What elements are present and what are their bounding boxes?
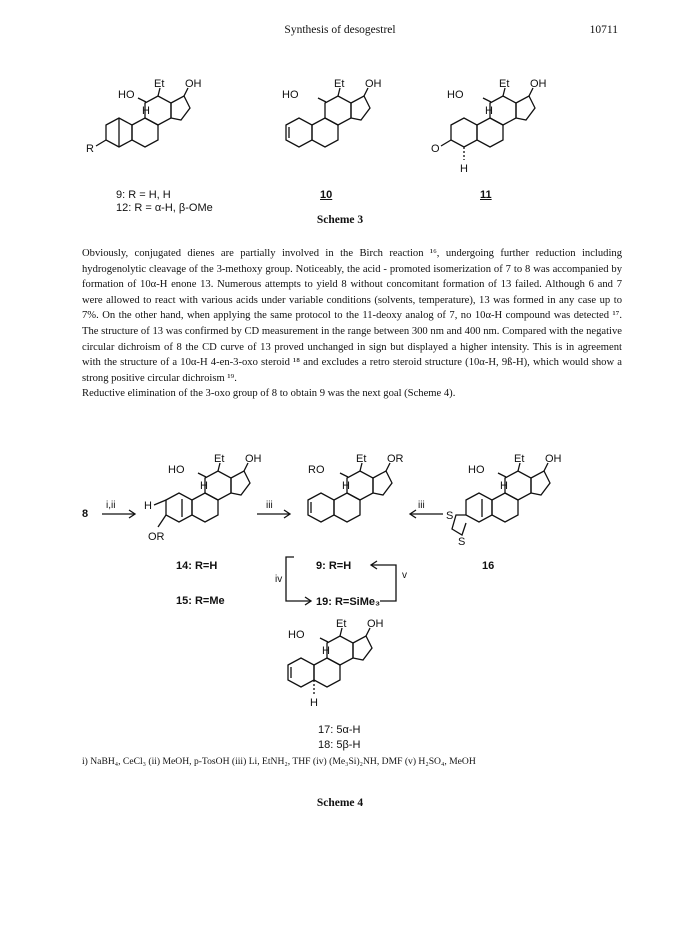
atom-et: Et	[154, 78, 165, 90]
atom-et: Et	[514, 453, 525, 465]
structure-16	[440, 453, 590, 565]
label-compound-18: 18: 5β-H	[318, 739, 361, 751]
atom-ho: HO	[288, 629, 305, 641]
label-compound-12: 12: R = α-H, β-OMe	[116, 202, 213, 214]
structure-17-18	[262, 618, 402, 730]
step-label-iii-b: iii	[418, 500, 425, 511]
atom-et: Et	[356, 453, 367, 465]
atom-h-side: H	[144, 500, 152, 512]
page-number: 10711	[589, 24, 618, 36]
atom-s-1: S	[446, 510, 454, 522]
structure-9-19	[282, 453, 422, 555]
structure-11	[425, 78, 565, 185]
body-paragraph	[82, 246, 622, 402]
label-compound-11: 11	[480, 189, 492, 201]
start-compound-8: 8	[82, 508, 89, 520]
arrows-iv-v	[270, 555, 420, 610]
step-label-v: v	[402, 570, 407, 581]
atom-o: O	[431, 143, 440, 155]
label-compound-14: 14: R=H	[176, 560, 218, 572]
paragraph-text-2: Reductive elimination of the 3-oxo group of 8 to obtain 9 was the next goal (Scheme 4).	[82, 388, 456, 400]
atom-et: Et	[334, 78, 345, 90]
atom-et: Et	[336, 618, 347, 630]
arrow-iii-backward	[405, 502, 445, 522]
atom-h: H	[200, 480, 208, 492]
atom-ro: RO	[308, 464, 325, 476]
atom-ho: HO	[118, 89, 135, 101]
atom-oh: OH	[365, 78, 382, 90]
atom-oh: OH	[245, 453, 262, 465]
atom-ho: HO	[168, 464, 185, 476]
running-title: Synthesis of desogestrel	[284, 24, 396, 36]
label-compound-9: 9: R = H, H	[116, 189, 171, 201]
atom-oh: OH	[367, 618, 384, 630]
atom-h: H	[485, 105, 493, 117]
label-compound-10: 10	[320, 189, 333, 201]
atom-h: H	[142, 105, 150, 117]
atom-or: OR	[387, 453, 404, 465]
structure-9-12	[80, 78, 220, 180]
atom-r: R	[86, 143, 94, 155]
atom-or: OR	[148, 531, 165, 543]
label-compound-16: 16	[482, 560, 495, 572]
atom-et: Et	[499, 78, 510, 90]
atom-h-lower: H	[310, 697, 318, 709]
paragraph-text: Obviously, conjugated dienes are partially involved in the Birch reaction ¹⁶, undergoing further reduction including hydrogenolytic cleavage of the 3-methoxy group. Noticeably, the acid - promoted isomerization of 7 to 8 was accompanied by formation of 10α-H enone 13. Numerous attempts to yield 8 without concomitant formation of 13 failed. Although 6 and 7 were allowed to react with various acids under variable conditions (solvents, temperature), 13 was formed in any case up to 7%. On the other hand, when applying the same protocol to the 11-deoxy analog of 7, no 10α-H compound was detected ¹⁷. The structure of 13 was confirmed by CD measurement in the range between 300 nm and 400 nm. Compared with the negative circular dichroism of 8 the CD curve of 13 proved unchanged in sign but displayed a higher intensity. This is in agreement with the structure of a 10α-H 4-en-3-oxo steroid ¹⁸ and excludes a retro steroid structure (10α-H, 9ß-H), which would show a strong positive circular dichroism ¹⁹.	[82, 248, 622, 384]
atom-h: H	[500, 480, 508, 492]
label-compound-9-scheme4: 9: R=H	[316, 560, 352, 572]
atom-h: H	[322, 645, 330, 657]
atom-s-2: S	[458, 536, 466, 548]
atom-h-lower: H	[460, 163, 468, 175]
step-label-iv: iv	[275, 574, 283, 585]
scheme-3-caption: Scheme 3	[316, 214, 364, 226]
atom-h: H	[342, 480, 350, 492]
atom-oh: OH	[545, 453, 562, 465]
reagents-legend: i) NaBH₄, CeCl₃ (ii) MeOH, p-TosOH (iii) Li, EtNH₂, THF (iv) (Me₃Si)₂NH, DMF (v) H₂SO₄, MeOH	[82, 756, 476, 767]
atom-ho: HO	[282, 89, 299, 101]
atom-oh: OH	[185, 78, 202, 90]
atom-et: Et	[214, 453, 225, 465]
atom-ho: HO	[447, 89, 464, 101]
label-compound-17: 17: 5α-H	[318, 724, 361, 736]
label-compound-19: 19: R=SiMe₃	[316, 596, 381, 608]
scheme-4-caption: Scheme 4	[316, 797, 364, 809]
label-compound-15: 15: R=Me	[176, 595, 225, 607]
step-label-i-ii: i,ii	[106, 500, 116, 511]
atom-oh: OH	[530, 78, 547, 90]
structure-10	[260, 78, 390, 180]
atom-ho: HO	[468, 464, 485, 476]
step-label-iii-a: iii	[266, 500, 273, 511]
